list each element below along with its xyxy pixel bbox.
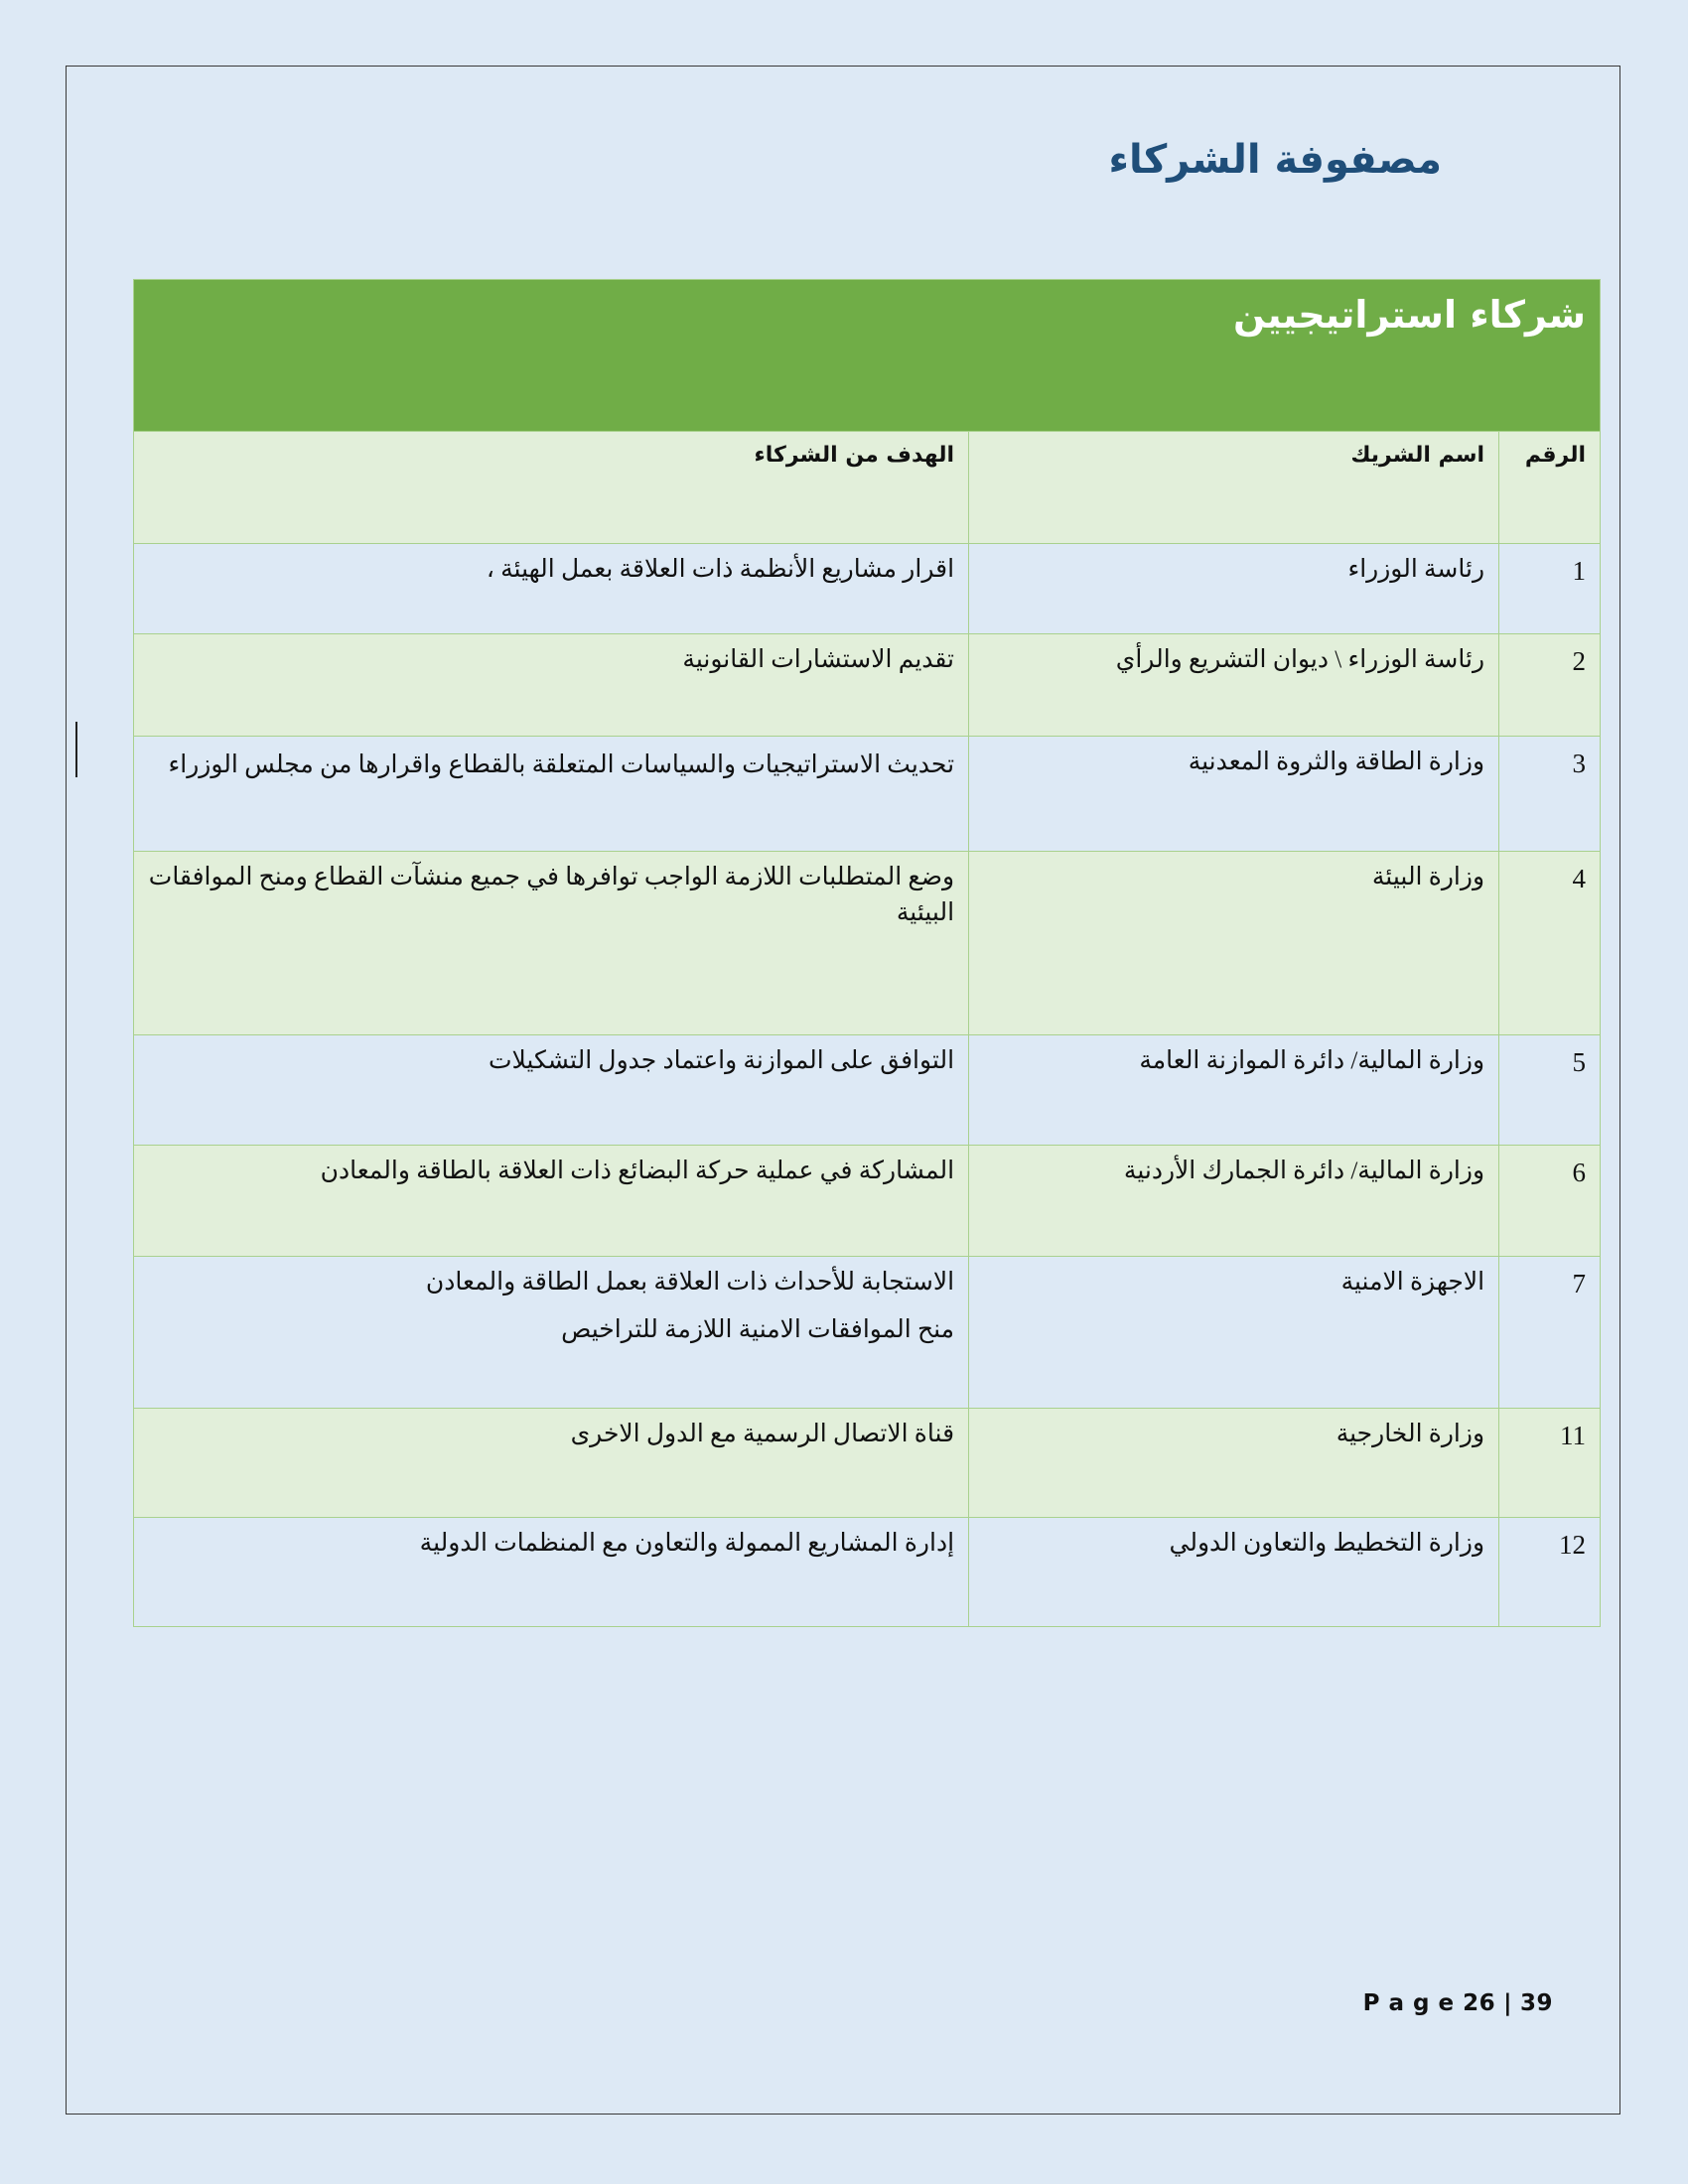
goal-line: إدارة المشاريع الممولة والتعاون مع المنظمات الدولية <box>419 1530 955 1557</box>
row-partner: وزارة البيئة <box>969 852 1499 1035</box>
row-number: 2 <box>1499 634 1601 737</box>
row-number: 1 <box>1499 544 1601 634</box>
goal-line: التوافق على الموازنة واعتماد جدول التشكيلات <box>488 1047 955 1074</box>
header-partner-name: اسم الشريك <box>969 432 1499 544</box>
row-goal <box>134 544 969 634</box>
page-footer <box>1363 1990 1553 2016</box>
page-separator: | <box>1503 1990 1512 2016</box>
table-row <box>134 852 1601 1035</box>
partners-table <box>133 279 1601 1627</box>
row-number: 7 <box>1499 1257 1601 1409</box>
table-banner: شركاء استراتيجيين <box>134 280 1601 432</box>
row-goal <box>134 1146 969 1257</box>
header-partner-goal: الهدف من الشركاء <box>134 432 969 544</box>
header-number: الرقم <box>1499 432 1601 544</box>
row-number: 5 <box>1499 1035 1601 1146</box>
row-goal <box>134 737 969 852</box>
goal-line: تحديث الاستراتيجيات والسياسات المتعلقة بالقطاع واقرارها من مجلس الوزراء <box>168 751 955 778</box>
table-row <box>134 737 1601 852</box>
row-goal <box>134 852 969 1035</box>
page-label: P a g e <box>1362 1990 1455 2016</box>
goal-line: الاستجابة للأحداث ذات العلاقة بعمل الطاقة والمعادن <box>425 1269 955 1296</box>
table-row <box>134 1146 1601 1257</box>
goal-line: تقديم الاستشارات القانونية <box>682 646 955 673</box>
table-row <box>134 1035 1601 1146</box>
current-page-number: 26 <box>1463 1990 1496 2016</box>
table-banner-row <box>134 280 1601 432</box>
row-partner: وزارة الطاقة والثروة المعدنية <box>969 737 1499 852</box>
page-title: مصفوفة الشركاء <box>1108 137 1442 183</box>
table-row <box>134 544 1601 634</box>
row-goal <box>134 634 969 737</box>
total-pages-number: 39 <box>1519 1990 1553 2016</box>
row-number: 6 <box>1499 1146 1601 1257</box>
table-header-row <box>134 432 1601 544</box>
row-goal <box>134 1518 969 1627</box>
goal-line: اقرار مشاريع الأنظمة ذات العلاقة بعمل الهيئة ، <box>486 556 955 583</box>
row-partner: وزارة المالية/ دائرة الجمارك الأردنية <box>969 1146 1499 1257</box>
row-number: 12 <box>1499 1518 1601 1627</box>
row-partner: رئاسة الوزراء \ ديوان التشريع والرأي <box>969 634 1499 737</box>
goal-line: قناة الاتصال الرسمية مع الدول الاخرى <box>570 1421 955 1447</box>
row-goal <box>134 1035 969 1146</box>
goal-line: وضع المتطلبات اللازمة الواجب توافرها في جميع منشآت القطاع ومنح الموافقات البيئية <box>148 864 955 927</box>
goal-line: المشاركة في عملية حركة البضائع ذات العلاقة بالطاقة والمعادن <box>320 1158 955 1184</box>
text-cursor-mark <box>75 722 77 777</box>
table-row <box>134 1257 1601 1409</box>
row-partner: وزارة التخطيط والتعاون الدولي <box>969 1518 1499 1627</box>
row-partner: رئاسة الوزراء <box>969 544 1499 634</box>
table-row <box>134 1518 1601 1627</box>
row-partner: وزارة الخارجية <box>969 1409 1499 1518</box>
table-row <box>134 1409 1601 1518</box>
row-partner: الاجهزة الامنية <box>969 1257 1499 1409</box>
row-goal <box>134 1409 969 1518</box>
row-number: 11 <box>1499 1409 1601 1518</box>
row-number: 3 <box>1499 737 1601 852</box>
row-partner: وزارة المالية/ دائرة الموازنة العامة <box>969 1035 1499 1146</box>
row-number: 4 <box>1499 852 1601 1035</box>
table-row <box>134 634 1601 737</box>
row-goal <box>134 1257 969 1409</box>
goal-line: منح الموافقات الامنية اللازمة للتراخيص <box>561 1316 955 1344</box>
